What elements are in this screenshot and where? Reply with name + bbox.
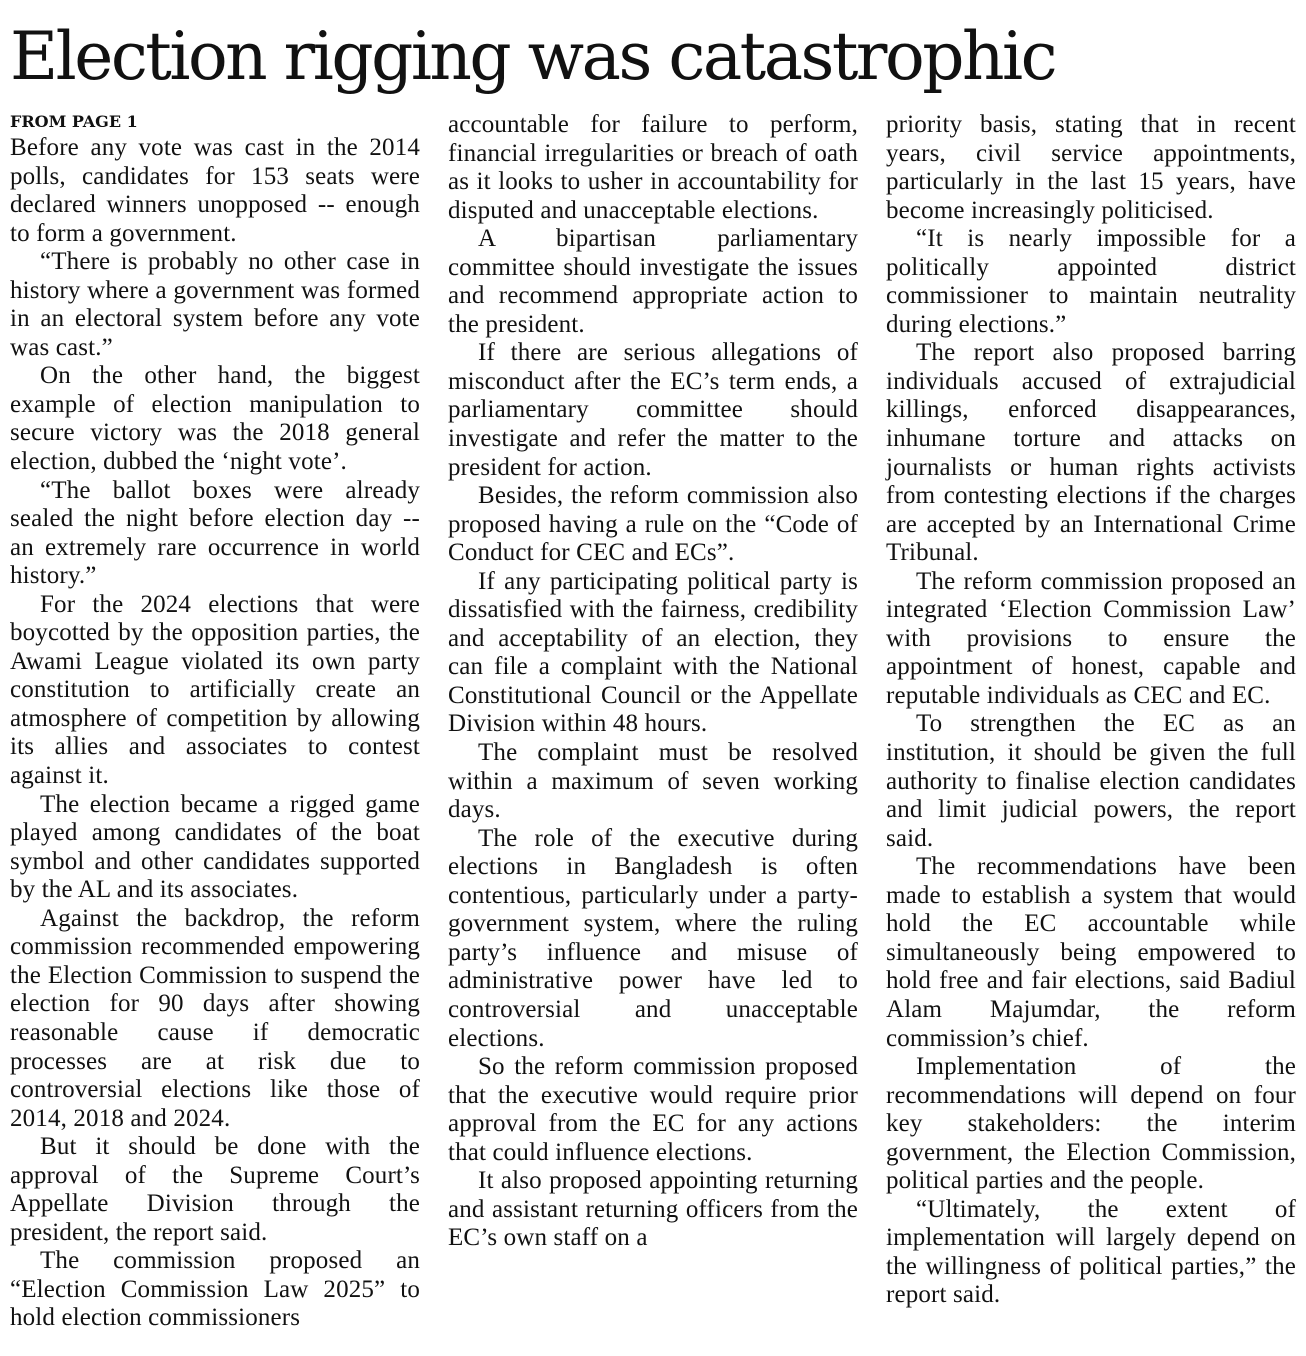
paragraph: The complaint must be resolved within a maximum of seven working days. [448,739,858,824]
paragraph: The report also proposed barring individuals accused of extrajudicial killings, enforced disappearances, inhumane torture and attacks on journalists or human rights activists from contesting elections if the charges are accepted by an International Crime Tribunal. [886,339,1296,567]
article-column-2 [448,111,858,1253]
paragraph: The role of the executive during elections in Bangladesh is often contentious, particularly under a party-government system, where the ruling party’s influence and misuse of administrative power have led to controversial and unacceptable elections. [448,824,858,1052]
paragraph: Against the backdrop, the reform commission recommended empowering the Election Commission to suspend the election for 90 days after showing reasonable cause if democratic processes are at risk due to controversial elections like those of 2014, 2018 and 2024. [10,904,420,1132]
paragraph: On the other hand, the biggest example of election manipulation to secure victory was the 2018 general election, dubbed the ‘night vote’. [10,362,420,476]
paragraph: So the reform commission proposed that the executive would require prior approval from the EC for any actions that could influence elections. [448,1053,858,1166]
article-column-3 [886,111,1296,1310]
paragraph: For the 2024 elections that were boycotted by the opposition parties, the Awami League violated its own party constitution to artificially create an atmosphere of competition by allowing its allies and associates to contest against it. [10,590,420,790]
paragraph: “Ultimately, the extent of implementation will largely depend on the willingness of political parties,” the report said. [886,1195,1296,1309]
paragraph: A bipartisan parliamentary committee should investigate the issues and recommend appropriate action to the president. [448,225,858,338]
paragraph: To strengthen the EC as an institution, it should be given the full authority to finalise election candidates and limit judicial powers, the report said. [886,710,1296,852]
paragraph: priority basis, stating that in recent years, civil service appointments, particularly in the last 15 years, have become increasingly politicised. [886,111,1296,224]
paragraph: If any participating political party is dissatisfied with the fairness, credibility and acceptability of an election, they can file a complaint with the National Constitutional Council or the Appellate Division within 48 hours. [448,567,858,738]
paragraph: “The ballot boxes were already sealed the night before election day -- an extremely rare occurrence in world history.” [10,476,420,590]
kicker: FROM PAGE 1 [10,112,138,131]
paragraph: accountable for failure to perform, financial irregularities or breach of oath as it looks to usher in accountability for disputed and unacceptable elections. [448,111,858,224]
paragraph: The commission proposed an “Election Commission Law 2025” to hold election commissioners [10,1247,420,1332]
paragraph: But it should be done with the approval of the Supreme Court’s Appellate Division through the president, the report said. [10,1133,420,1246]
paragraph: The election became a rigged game played among candidates of the boat symbol and other candidates supported by the AL and its associates. [10,790,420,904]
paragraph: Implementation of the recommendations will depend on four key stakeholders: the interim government, the Election Commission, political parties and the people. [886,1053,1296,1195]
paragraph: It also proposed appointing returning and assistant returning officers from the EC’s own staff on a [448,1167,858,1252]
paragraph: If there are serious allegations of misconduct after the EC’s term ends, a parliamentary committee should investigate and refer the matter to the president for action. [448,339,858,481]
paragraph: “There is probably no other case in history where a government was formed in an electoral system before any vote was cast.” [10,248,420,361]
paragraph: Besides, the reform commission also proposed having a rule on the “Code of Conduct for CEC and ECs”. [448,482,858,567]
paragraph: Before any vote was cast in the 2014 polls, candidates for 153 seats were declared winners unopposed -- enough to form a government. [10,134,420,247]
paragraph: The recommendations have been made to establish a system that would hold the EC accountable while simultaneously being empowered to hold free and fair elections, said Badiul Alam Majumdar, the reform commission’s chief. [886,853,1296,1052]
headline: Election rigging was catastrophic [10,18,1056,95]
article-column-1 [10,110,420,1333]
paragraph: The reform commission proposed an integrated ‘Election Commission Law’ with provisions to ensure the appointment of honest, capable and reputable individuals as CEC and EC. [886,567,1296,709]
paragraph: “It is nearly impossible for a politically appointed district commissioner to maintain neutrality during elections.” [886,225,1296,338]
